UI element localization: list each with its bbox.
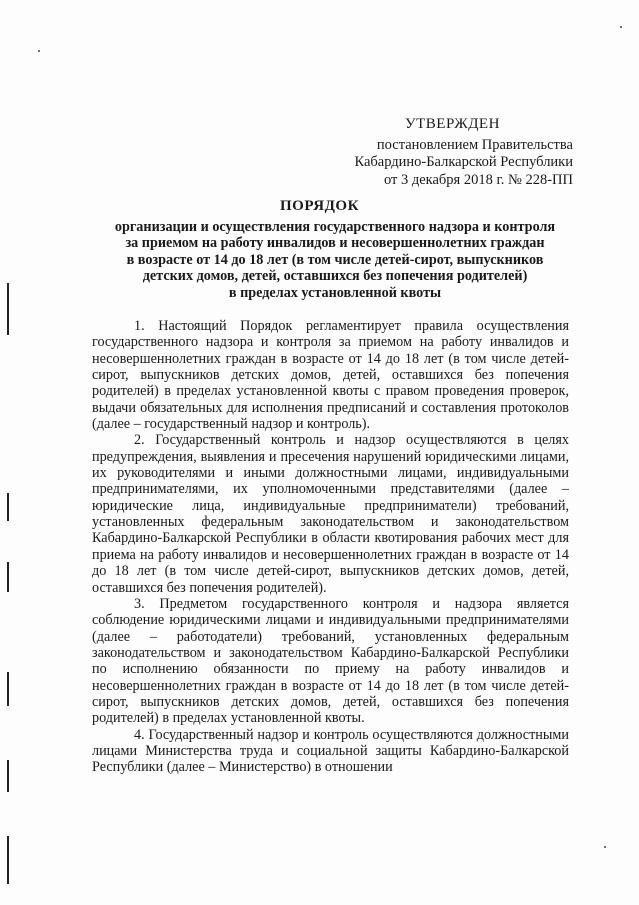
- subtitle-line: организации и осуществления государственного надзора и контроля: [114, 219, 556, 235]
- document-title: ПОРЯДОК: [280, 198, 359, 214]
- approval-line-1: постановлением Правительства: [376, 136, 573, 153]
- document-body: [92, 318, 569, 776]
- paragraph-1: 1. Настоящий Порядок регламентирует правила осуществления государственного надзора и контроля за приемом на работу инвалидов и несовершеннолетних граждан в возрасте от 14 до 18 лет (в том числе детей-сирот, выпускников детских домов, детей, оставшихся без попечения родителей) в пределах установленной квоты с правом проведения проверок, выдачи обязательных для исполнения предписаний и составления протоколов (далее – государственный надзор и контроль).: [92, 318, 569, 433]
- approval-line-3: от 3 декабря 2018 г. № 228-ПП: [383, 171, 573, 188]
- scan-dot: [38, 50, 40, 52]
- scan-mark: [7, 562, 9, 592]
- paragraph-4: 4. Государственный надзор и контроль осуществляются должностными лицами Министерства труда и социальной защиты Кабардино-Балкарской Республики (далее – Министерство) в отношении: [92, 726, 569, 776]
- subtitle-line: за приемом на работу инвалидов и несовершеннолетних граждан: [125, 235, 545, 252]
- document-subtitle: [90, 219, 580, 301]
- subtitle-line: в пределах установленной квоты: [228, 284, 442, 301]
- approval-line-2: Кабардино-Балкарской Республики: [354, 154, 573, 170]
- paragraph-2: 2. Государственный контроль и надзор осуществляются в целях предупреждения, выявления и пресечения нарушений юридическими лицами, их руководителями и иными должностными лицами, индивидуальными предпринимателями, их уполномоченными представителями (далее – юридические лица, индивидуальные предприниматели) требований, установленных федеральным законодательством и законодательством Кабардино-Балкарской Республики в области квотирования рабочих мест для приема на работу инвалидов и несовершеннолетних граждан в возрасте от 14 до 18 лет (в том числе детей-сирот, выпускников детских домов, детей, оставшихся без попечения родителей).: [92, 432, 569, 596]
- paragraph-3: 3. Предметом государственного контроля и надзора является соблюдение юридическими лицами и индивидуальными предпринимателями (далее – работодатели) требований, установленных федеральным законодательством и законодательством Кабардино-Балкарской Республики по исполнению обязанности по приему на работу инвалидов и несовершеннолетних граждан в возрасте от 14 до 18 лет (в том числе детей-сирот, выпускников детских домов, детей, оставшихся без попечения родителей) в пределах установленной квоты.: [92, 595, 569, 727]
- scan-dot: [620, 26, 622, 28]
- approved-heading: УТВЕРЖДЕН: [405, 116, 500, 132]
- scan-mark: [7, 672, 9, 706]
- scan-mark: [7, 283, 9, 335]
- approval-stamp: [313, 116, 573, 189]
- scan-dot: [604, 846, 606, 848]
- subtitle-line: в возрасте от 14 до 18 лет (в том числе детей-сирот, выпускников: [126, 251, 544, 268]
- scan-mark: [7, 493, 9, 521]
- scan-mark: [7, 836, 9, 884]
- scan-mark: [7, 760, 9, 792]
- subtitle-line: детских домов, детей, оставшихся без попечения родителей): [142, 268, 528, 285]
